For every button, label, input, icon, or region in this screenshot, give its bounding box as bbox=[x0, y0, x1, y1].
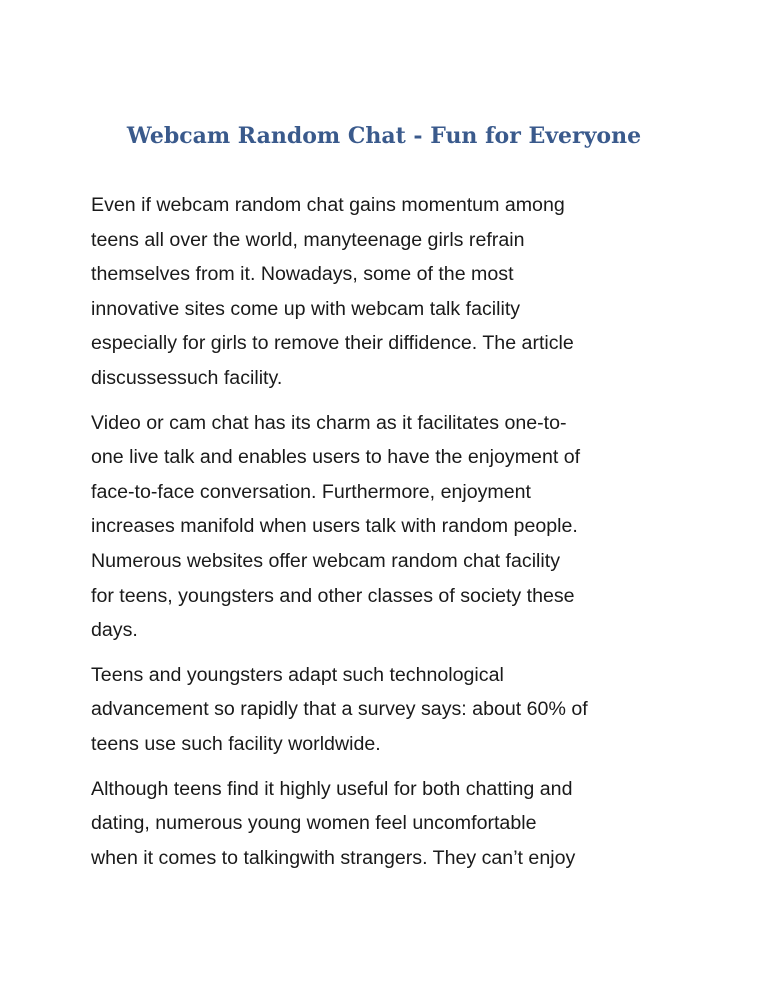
paragraph-line: when it comes to talkingwith strangers. They can’t enjoy bbox=[91, 846, 576, 869]
paragraph-line: especially for girls to remove their diffidence. The article bbox=[91, 332, 574, 355]
paragraph-3 bbox=[91, 658, 691, 762]
paragraph-2 bbox=[91, 406, 691, 648]
document-body bbox=[91, 188, 691, 885]
paragraph-line: Teens and youngsters adapt such technological bbox=[91, 663, 504, 686]
paragraph-line: innovative sites come up with webcam talk facility bbox=[91, 297, 521, 320]
paragraph-line: themselves from it. Nowadays, some of the most bbox=[91, 263, 514, 286]
paragraph-line: Even if webcam random chat gains momentum among bbox=[91, 194, 565, 216]
paragraph-line: Although teens find it highly useful for both chatting and bbox=[91, 777, 573, 800]
paragraph-line: discussessuch facility. bbox=[91, 366, 283, 389]
paragraph-4 bbox=[91, 772, 691, 876]
paragraph-1 bbox=[91, 188, 691, 396]
document-title: Webcam Random Chat - Fun for Everyone bbox=[126, 123, 642, 149]
paragraph-line: increases manifold when users talk with random people. bbox=[91, 515, 578, 538]
paragraph-line: Video or cam chat has its charm as it facilitates one-to- bbox=[91, 411, 567, 434]
paragraph-line: advancement so rapidly that a survey says: about 60% of bbox=[91, 698, 588, 721]
paragraph-line: one live talk and enables users to have the enjoyment of bbox=[91, 446, 581, 469]
paragraph-line: face-to-face conversation. Furthermore, enjoyment bbox=[91, 480, 531, 503]
paragraph-line: for teens, youngsters and other classes of society these bbox=[91, 584, 575, 607]
paragraph-line: days. bbox=[91, 619, 138, 642]
paragraph-line: teens use such facility worldwide. bbox=[91, 732, 381, 755]
paragraph-line: teens all over the world, manyteenage girls refrain bbox=[91, 228, 525, 251]
paragraph-line: Numerous websites offer webcam random chat facility bbox=[91, 549, 560, 572]
paragraph-line: dating, numerous young women feel uncomfortable bbox=[91, 812, 537, 835]
